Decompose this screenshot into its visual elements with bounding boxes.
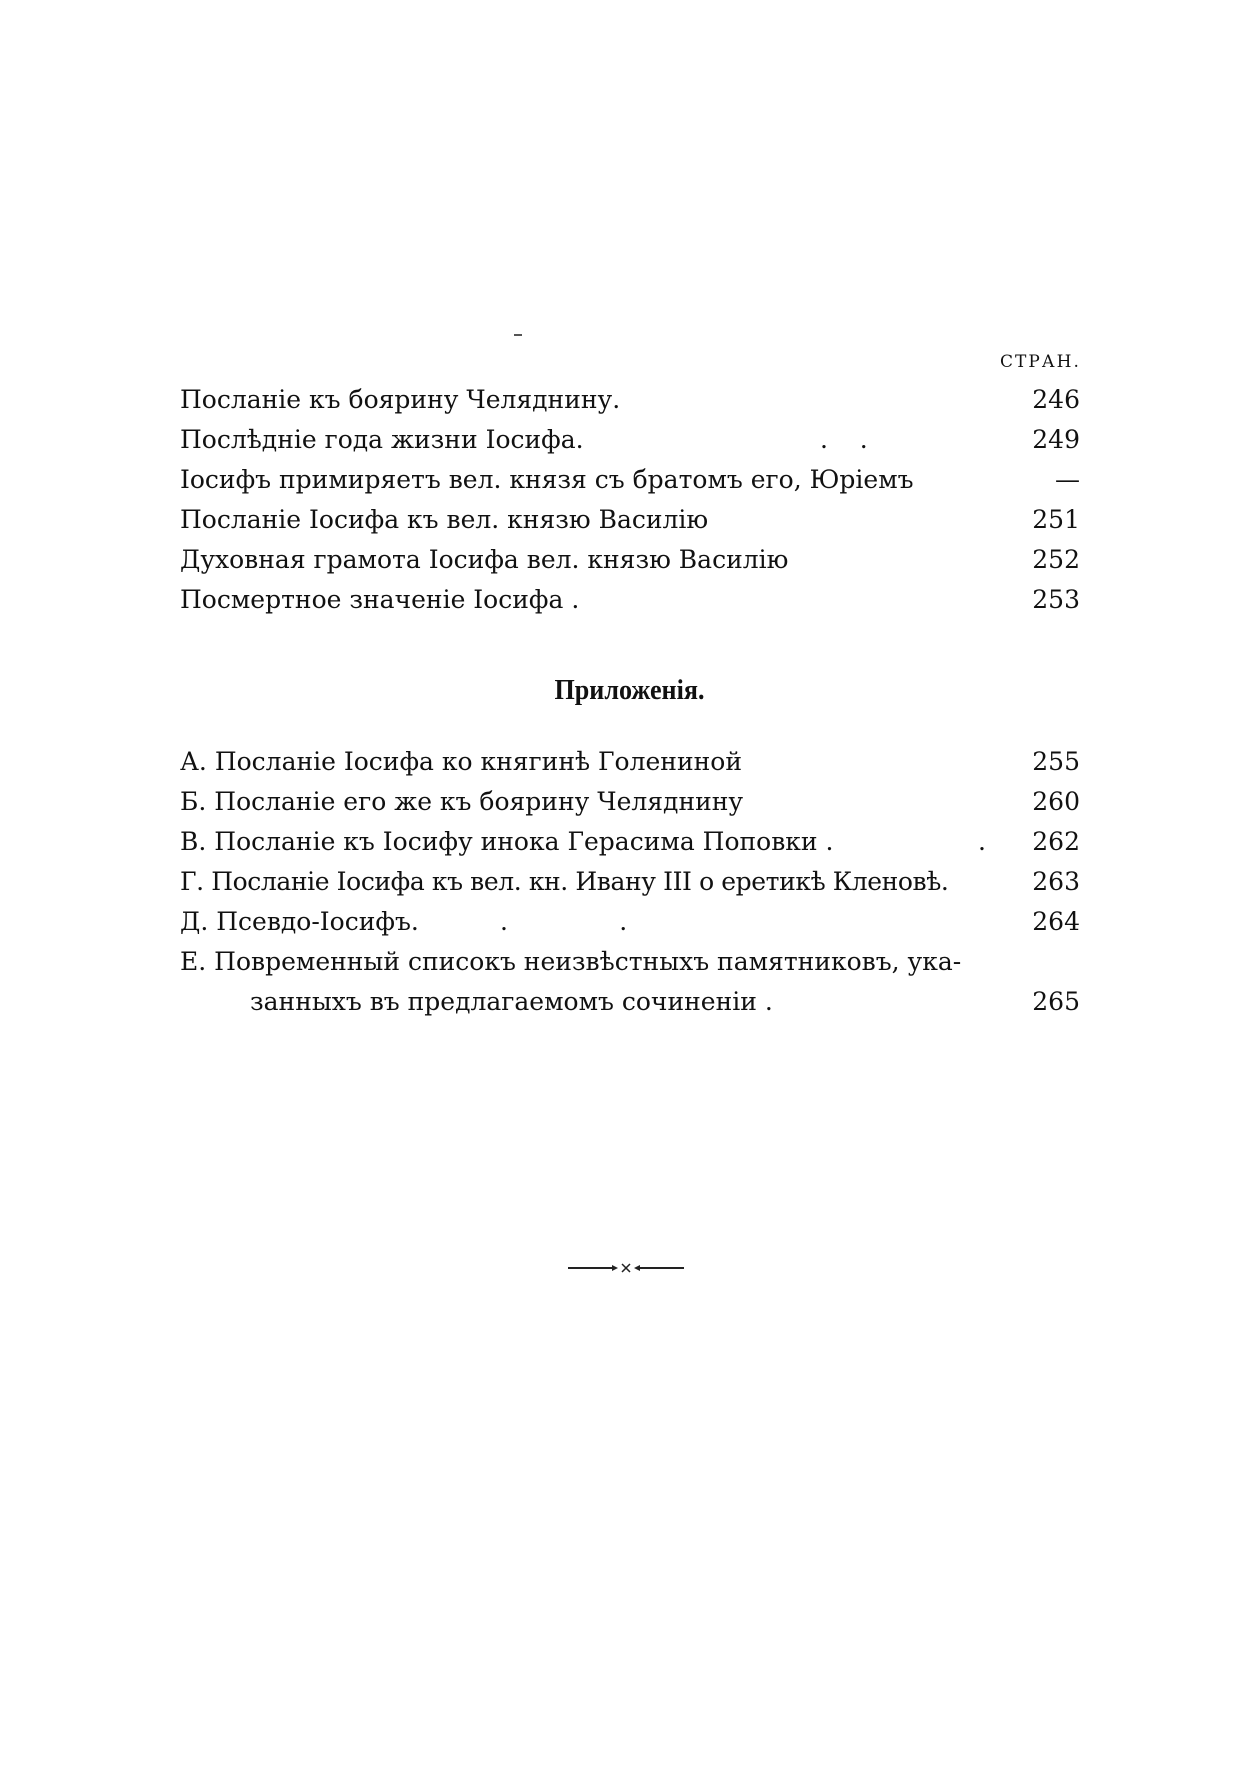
toc-entry-page: 260: [1032, 787, 1080, 816]
page-column-header: СТРАН.: [1000, 352, 1081, 372]
toc-entry-page: 264: [1032, 907, 1080, 936]
closing-ornament: [568, 1261, 684, 1275]
appendix-heading: Приложенія.: [554, 674, 705, 706]
toc-entry-title: Г. Посланіе Іосифа къ вел. кн. Ивану III о еретикѣ Кленовѣ.: [180, 867, 949, 896]
toc-row[interactable]: [180, 742, 1080, 782]
toc-row[interactable]: [180, 460, 1080, 500]
toc-row[interactable]: [180, 942, 1080, 1022]
toc-entry-title: Посмертное значеніе Іосифа .: [180, 585, 580, 614]
toc-row[interactable]: [180, 580, 1080, 620]
toc-appendix: [180, 742, 1080, 1022]
toc-row[interactable]: [180, 782, 1080, 822]
toc-row[interactable]: [180, 380, 1080, 420]
toc-entry-title: Послѣдніе года жизни Іосифа.: [180, 425, 584, 454]
toc-row[interactable]: [180, 500, 1080, 540]
stray-mark: [514, 334, 522, 336]
ornament-icon: [568, 1261, 684, 1275]
toc-entry-page: 263: [1032, 867, 1080, 896]
toc-entry-page: 246: [1032, 385, 1080, 414]
toc-entry-page: 262: [1032, 827, 1080, 856]
toc-main: [180, 380, 1080, 620]
toc-entry-title: Д. Псевдо-Іосифъ.: [180, 907, 419, 936]
toc-entry-page: 249: [1032, 425, 1080, 454]
toc-entry-page: 255: [1032, 747, 1080, 776]
toc-entry-title: А. Посланіе Іосифа ко княгинѣ Голениной: [180, 747, 742, 776]
toc-entry-title-continuation: занныхъ въ предлагаемомъ сочиненіи .: [250, 987, 773, 1016]
leader-dots: . .: [500, 907, 628, 936]
toc-entry-title: Посланіе къ боярину Челяднину.: [180, 385, 621, 414]
toc-entry-title: Е. Повременный списокъ неизвѣстныхъ памятниковъ, ука-: [180, 947, 962, 976]
toc-row[interactable]: [180, 420, 1080, 460]
toc-row[interactable]: [180, 862, 1080, 902]
leader-dots: .: [978, 827, 986, 856]
toc-entry-page: 265: [1032, 987, 1080, 1016]
toc-entry-title: Духовная грамота Іосифа вел. князю Василію: [180, 545, 789, 574]
toc-entry-page: 252: [1032, 545, 1080, 574]
toc-entry-title: В. Посланіе къ Іосифу инока Герасима Поповки .: [180, 827, 834, 856]
toc-row[interactable]: [180, 540, 1080, 580]
toc-entry-page: 251: [1032, 505, 1080, 534]
toc-entry-page: 253: [1032, 585, 1080, 614]
toc-entry-title: Іосифъ примиряетъ вел. князя съ братомъ его, Юріемъ: [180, 465, 914, 494]
toc-row[interactable]: [180, 902, 1080, 942]
toc-row[interactable]: [180, 822, 1080, 862]
toc-entry-title: Б. Посланіе его же къ боярину Челяднину: [180, 787, 744, 816]
toc-entry-title: Посланіе Іосифа къ вел. князю Василію: [180, 505, 709, 534]
leader-dots: . .: [820, 425, 868, 454]
toc-entry-page: —: [1055, 465, 1080, 494]
